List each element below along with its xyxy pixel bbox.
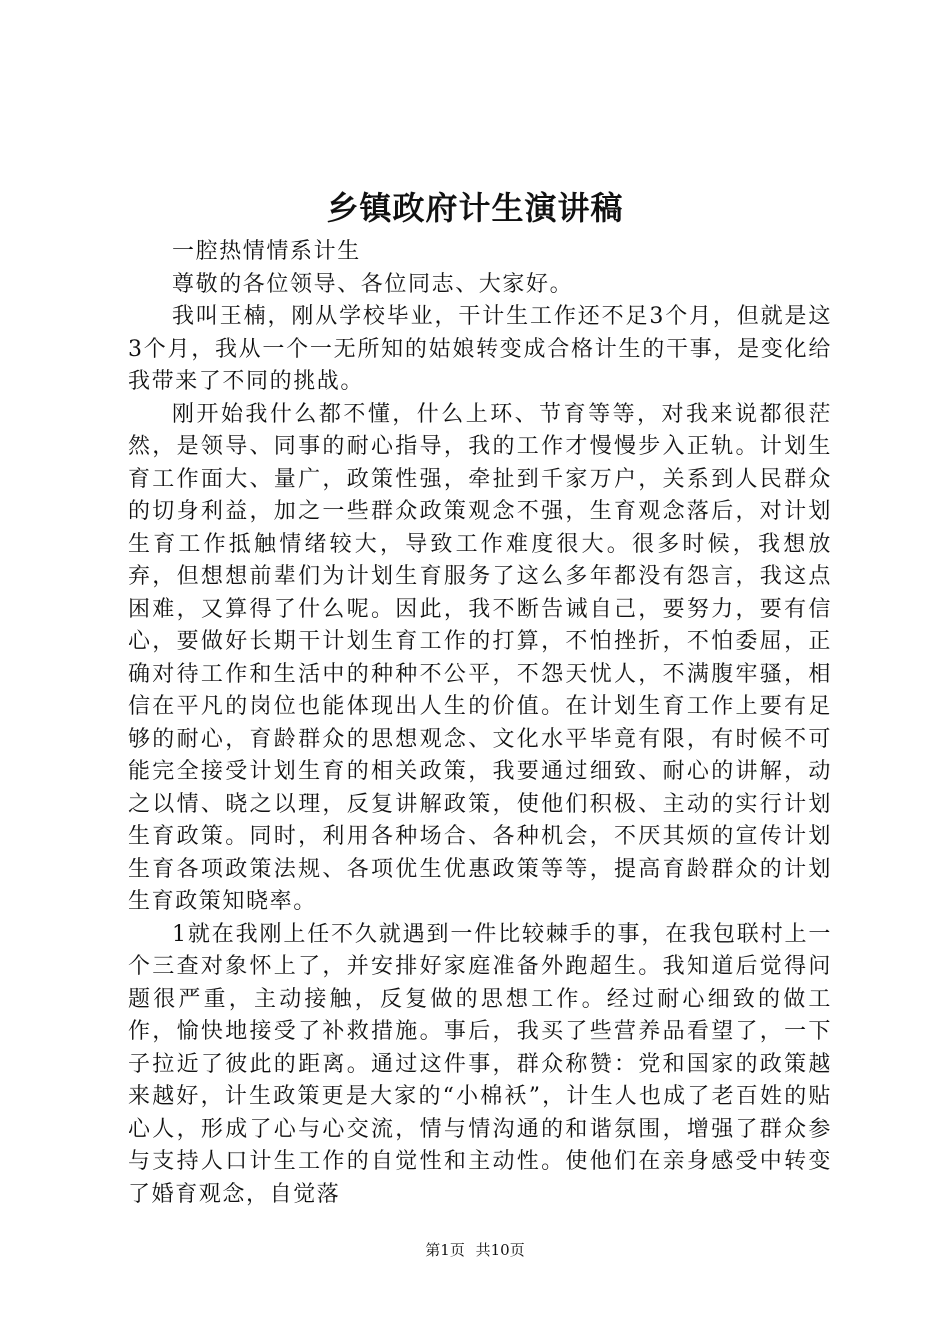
page-footer [0, 1240, 950, 1260]
document-title: 乡镇政府计生演讲稿 [326, 189, 624, 227]
document-body [128, 236, 832, 1211]
page-number: 第1页 [425, 1241, 465, 1259]
body-paragraph: 1就在我刚上任不久就遇到一件比较棘手的事，在我包联村上一个三查对象怀上了，并安排好家庭准备外跑超生。我知道后觉得问题很严重，主动接触，反复做的思想工作。经过耐心细致的做工作，愉快地接受了补救措施。事后，我买了些营养品看望了，一下子拉近了彼此的距离。通过这件事，群众称赞：党和国家的政策越来越好，计生政策更是大家的“小棉袄”，计生人也成了老百姓的贴心人，形成了心与心交流，情与情沟通的和谐氛围，增强了群众参与支持人口计生工作的自觉性和主动性。使他们在亲身感受中转变了婚育观念，自觉落 [128, 921, 832, 1207]
body-paragraph: 刚开始我什么都不懂，什么上环、节育等等，对我来说都很茫然，是领导、同事的耐心指导，我的工作才慢慢步入正轨。计划生育工作面大、量广，政策性强，牵扯到千家万户，关系到人民群众的切身利益，加之一些群众政策观念不强，生育观念落后，对计划生育工作抵触情绪较大，导致工作难度很大。很多时候，我想放弃，但想想前辈们为计划生育服务了这么多年都没有怨言，我这点困难，又算得了什么呢。因此，我不断告诫自己，要努力，要有信心，要做好长期干计划生育工作的打算，不怕挫折，不怕委屈，正确对待工作和生活中的种种不公平，不怨天忧人，不满腹牢骚，相信在平凡的岗位也能体现出人生的价值。在计划生育工作上要有足够的耐心，育龄群众的思想观念、文化水平毕竟有限，有时候不可能完全接受计划生育的相关政策，我要通过细致、耐心的讲解，动之以情、晓之以理，反复讲解政策，使他们积极、主动的实行计划生育政策。同时，利用各种场合、各种机会，不厌其烦的宣传计划生育各项政策法规、各项优生优惠政策等等，提高育龄群众的计划生育政策知晓率。 [128, 401, 832, 914]
body-paragraph: 我叫王楠，刚从学校毕业，干计生工作还不足3个月，但就是这3个月，我从一个一无所知的姑娘转变成合格计生的干事，是变化给我带来了不同的挑战。 [128, 304, 832, 394]
page-total: 共10页 [475, 1241, 525, 1259]
greeting-paragraph: 尊敬的各位领导、各位同志、大家好。 [172, 271, 574, 297]
subtitle-paragraph: 一腔热情情系计生 [172, 239, 361, 264]
